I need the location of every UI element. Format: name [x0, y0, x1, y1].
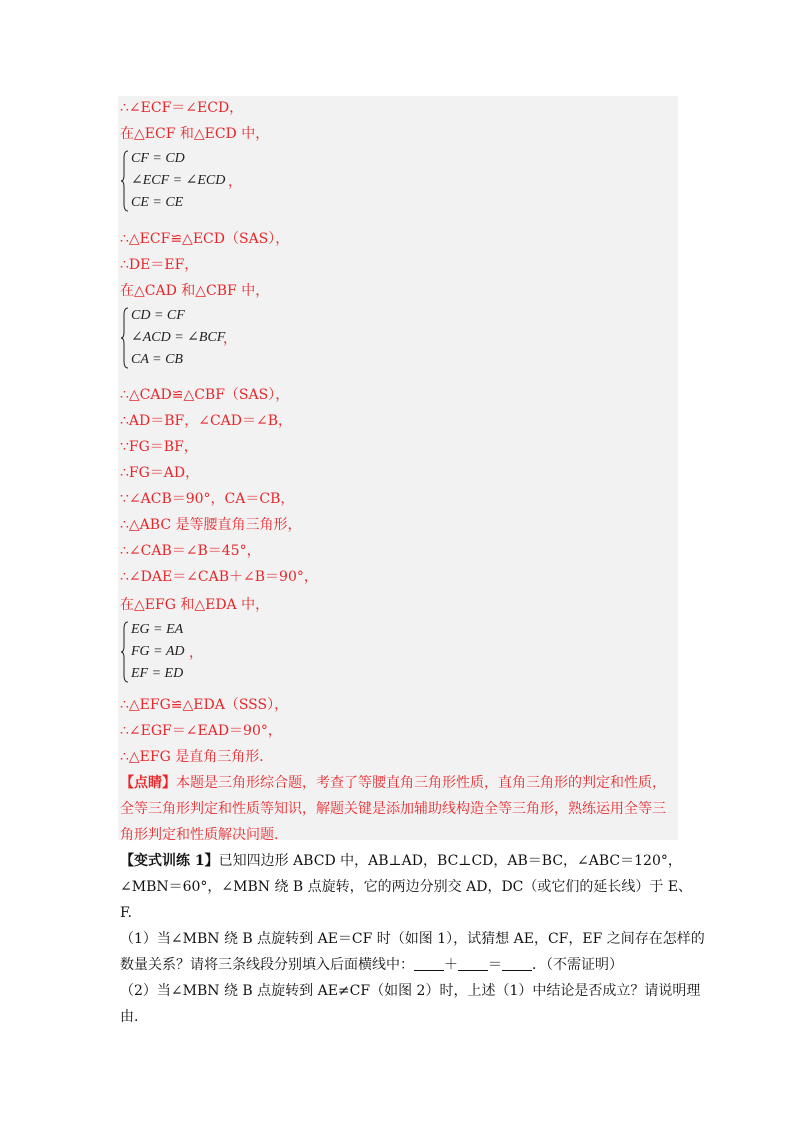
system-row: CE = CE: [131, 195, 184, 210]
brace-icon: [121, 307, 129, 369]
solution-line: ∴DE＝EF，: [120, 257, 199, 273]
comment-line-1: 【点睛】本题是三角形综合题，考查了等腰直角三角形性质，直角三角形的判定和性质，: [120, 775, 666, 791]
solution-line: ∴∠EGF＝∠EAD＝90°，: [120, 723, 282, 739]
system-row: ∠ACD = ∠BCF: [131, 330, 226, 345]
brace-icon: [121, 150, 129, 212]
question-1-line-2: 数量关系？请将三条线段分别填入后面横线中： ＋ ＝ ．（不需证明）: [120, 957, 623, 973]
comment-line-2: 全等三角形判定和性质等知识，解题关键是添加辅助线构造全等三角形，熟练运用全等三: [120, 801, 666, 817]
solution-line: ∴∠CAB＝∠B＝45°，: [120, 543, 261, 559]
question-2-line-2: 由.: [120, 1009, 139, 1025]
question-1-line-1: （1）当∠MBN 绕 B 点旋转到 AE＝CF 时（如图 1），试猜想 AE，CF，EF 之间存在怎样的: [120, 931, 705, 947]
solution-line: ∴AD＝BF，∠CAD＝∠B，: [120, 413, 293, 429]
question-2-line-1: （2）当∠MBN 绕 B 点旋转到 AE≠CF（如图 2）时，上述（1）中结论是否成立？请说明理: [120, 983, 701, 999]
solution-line: ∴∠ECF＝∠ECD，: [120, 100, 244, 116]
solution-line: ∴△EFG 是直角三角形．: [120, 749, 274, 765]
solution-line: ∴∠DAE＝∠CAB＋∠B＝90°，: [120, 569, 318, 585]
system-row: CF = CD: [131, 151, 185, 166]
equation-system-1: CF = CD ∠ECF = ∠ECD CE = CE ，: [121, 150, 251, 216]
solution-line: 在△EFG 和△EDA 中，: [120, 597, 270, 613]
equation-system-2: CD = CF ∠ACD = ∠BCF CA = CB ，: [121, 307, 251, 373]
answer-blank[interactable]: [414, 956, 444, 971]
comment-tag: 【点睛】: [120, 775, 176, 791]
solution-line: ∴△ABC 是等腰直角三角形，: [120, 517, 302, 533]
system-row: ∠ECF = ∠ECD: [131, 173, 226, 188]
solution-line: ∴FG＝AD，: [120, 465, 200, 481]
comment-line-3: 角形判定和性质解决问题.: [120, 827, 279, 843]
system-row: CA = CB: [131, 352, 183, 367]
solution-line: ∴△CAD≌△CBF（SAS），: [120, 387, 290, 403]
solution-line: ∵∠ACB＝90°，CA＝CB，: [120, 491, 295, 507]
equation-system-3: EG = EA FG = AD EF = ED ，: [121, 621, 251, 687]
exercise-line-1: 【变式训练 1】已知四边形 ABCD 中，AB⊥AD，BC⊥CD，AB＝BC，∠ABC＝120°，: [120, 853, 682, 869]
brace-icon: [121, 621, 129, 683]
solution-line: 在△ECF 和△ECD 中，: [120, 126, 270, 142]
exercise-line-2: ∠MBN＝60°，∠MBN 绕 B 点旋转，它的两边分别交 AD，DC（或它们的延长线）于 E、: [120, 879, 693, 895]
answer-blank[interactable]: [502, 956, 532, 971]
solution-line: ∴△ECF≌△ECD（SAS），: [120, 231, 290, 247]
system-row: EG = EA: [131, 622, 184, 637]
exercise-line-3: F.: [120, 905, 132, 921]
system-row: FG = AD: [131, 644, 185, 659]
solution-line: ∴△EFG≌△EDA（SSS），: [120, 697, 289, 713]
system-row: EF = ED: [131, 666, 184, 681]
solution-line: 在△CAD 和△CBF 中，: [120, 283, 270, 299]
exercise-tag: 【变式训练 1】: [120, 853, 219, 869]
solution-line: ∵FG＝BF，: [120, 439, 198, 455]
answer-blank[interactable]: [458, 956, 488, 971]
system-row: CD = CF: [131, 308, 185, 323]
